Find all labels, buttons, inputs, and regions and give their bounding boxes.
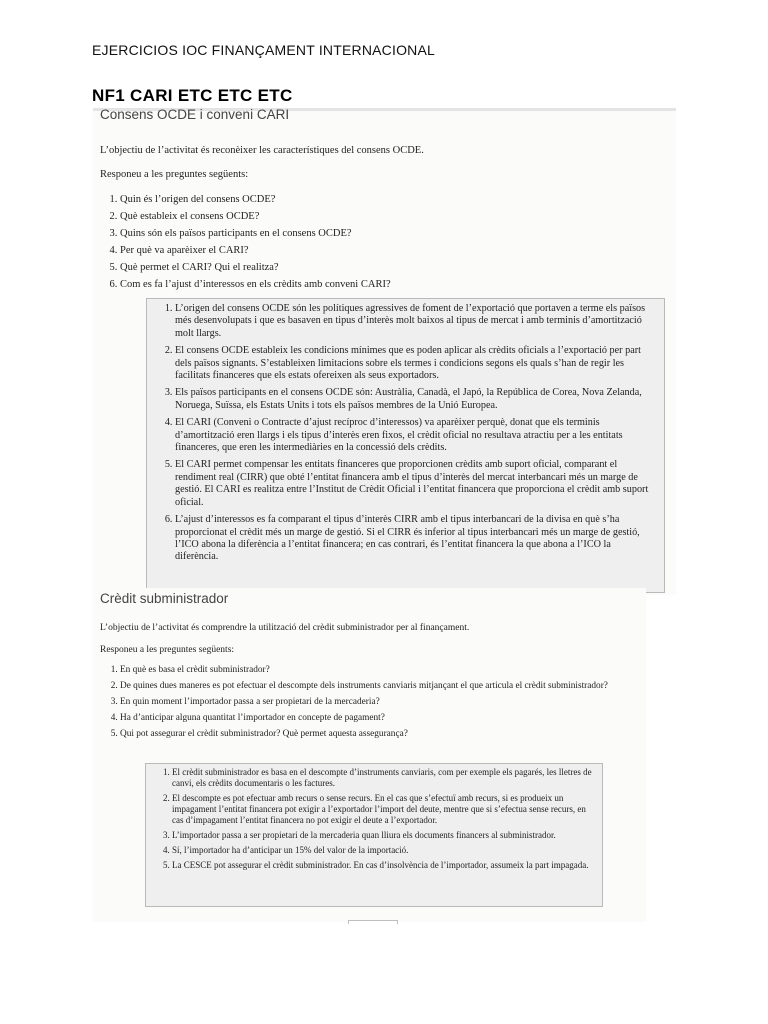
answers-box xyxy=(145,763,603,907)
answer-item: 5. El CARI permet compensar les entitats financeres que proporcionen crèdits amb suport oficial, comparant el rendiment real (CIRR) que obté l’entitat financera amb el tipus d’interès del mercat interbancari més un marge de gestió. El CARI es realitza entre l’Institut de Crèdit Oficial i l’entitat financera que proporciona el crèdit amb suport oficial. xyxy=(175,459,656,509)
answers-list xyxy=(152,767,595,871)
question-item: 2. De quines dues maneres es pot efectuar el descompte dels instruments canviaris mitjançant el que articula el crèdit subministrador? xyxy=(120,680,625,693)
section-heading: Consens OCDE i conveni CARI xyxy=(100,107,290,122)
page-tab-divider xyxy=(348,920,398,924)
question-item: 1. Quin és l’origen del consens OCDE? xyxy=(120,191,660,208)
section-credit-subministrador xyxy=(93,588,646,922)
document-title: NF1 CARI ETC ETC ETC xyxy=(92,86,293,105)
activity-objective: L’objectiu de l’activitat és comprendre la utilització del crèdit subministrador per al finançament. xyxy=(100,623,470,633)
answer-item: 2. El descompte es pot efectuar amb recurs o sense recurs. En el cas que s’efectuï amb recurs, si es produeix un impagament l’entitat financera pot exigir a l’exportador l’import del deute, mentre que si s’efectua sense recurs, en cas d’impagament l’entitat financera no pot exigir el deute a l’exportador. xyxy=(172,793,595,826)
instruction-text: Responeu a les preguntes següents: xyxy=(100,645,235,655)
question-item: 5. Qui pot assegurar el crèdit subministrador? Què permet aquesta assegurança? xyxy=(120,728,625,741)
question-item: 2. Què estableix el consens OCDE? xyxy=(120,208,660,225)
answer-item: 5. La CESCE pot assegurar el crèdit subministrador. En cas d’insolvència de l’importador, assumeix la part impagada. xyxy=(172,860,595,871)
question-item: 4. Per què va aparèixer el CARI? xyxy=(120,242,660,259)
instruction-text: Responeu a les preguntes següents: xyxy=(100,169,249,180)
answers-list xyxy=(155,303,656,564)
activity-objective: L’objectiu de l’activitat és reconèixer les característiques del consens OCDE. xyxy=(100,145,424,156)
question-item: 4. Ha d’anticipar alguna quantitat l’importador en concepte de pagament? xyxy=(120,712,625,725)
section-consens-ocde xyxy=(93,108,676,595)
questions-list xyxy=(100,664,625,744)
answer-item: 3. Els països participants en el consens OCDE són: Austràlia, Canadà, el Japó, la República de Corea, Nova Zelanda, Noruega, Suïssa, els Estats Units i tots els països membres de la Unió Europea. xyxy=(175,387,656,412)
answers-box xyxy=(146,298,665,593)
question-item: 1. En què es basa el crèdit subministrador? xyxy=(120,664,625,677)
question-item: 3. Quins són els països participants en el consens OCDE? xyxy=(120,225,660,242)
question-item: 5. Què permet el CARI? Qui el realitza? xyxy=(120,259,660,276)
answer-item: 4. Sí, l’importador ha d’anticipar un 15% del valor de la importació. xyxy=(172,845,595,856)
document-header: EJERCICIOS IOC FINANÇAMENT INTERNACIONAL xyxy=(92,42,436,58)
answer-item: 1. El crèdit subministrador es basa en el descompte d’instruments canviaris, com per exemple els pagarés, les lletres de canvi, els crèdits documentaris o les factures. xyxy=(172,767,595,789)
answer-item: 6. L’ajust d’interessos es fa comparant el tipus d’interès CIRR amb el tipus interbancari de la divisa en què s’ha proporcionat el crèdit més un marge de gestió. Si el CIRR és inferior al tipus interbancari més un marge de gestió, l’ICO abona la diferència a l’entitat financera; en cas contrari, és l’entitat financera la que abona a l’ICO la diferència. xyxy=(175,514,656,564)
answer-item: 1. L’origen del consens OCDE són les polítiques agressives de foment de l’exportació que portaven a terme els països més desenvolupats i que es basaven en tipus d’interès molt baixos al tipus de mercat i amb terminis d’amortització molt llargs. xyxy=(175,303,656,340)
section-heading: Crèdit subministrador xyxy=(100,591,229,606)
answer-item: 3. L’importador passa a ser propietari de la mercaderia quan lliura els documents financers al subministrador. xyxy=(172,830,595,841)
questions-list xyxy=(100,191,660,293)
answer-item: 4. El CARI (Conveni o Contracte d’ajust recíproc d’interessos) va aparèixer perquè, donat que els terminis d’amortització eren llargs i els tipus d’interès eren fixos, el crèdit oficial no resultava atractiu per a les entitats financeres, que eren les intermediàries en la concessió dels crèdits. xyxy=(175,417,656,454)
answer-item: 2. El consens OCDE estableix les condicions mínimes que es poden aplicar als crèdits oficials a l’exportació per part dels països signants. S’estableixen limitacions sobre els termes i condicions segons els quals s’han de regir les facilitats financeres que els estats ofereixen als seus exportadors. xyxy=(175,345,656,382)
question-item: 3. En quin moment l’importador passa a ser propietari de la mercaderia? xyxy=(120,696,625,709)
question-item: 6. Com es fa l’ajust d’interessos en els crèdits amb conveni CARI? xyxy=(120,276,660,293)
